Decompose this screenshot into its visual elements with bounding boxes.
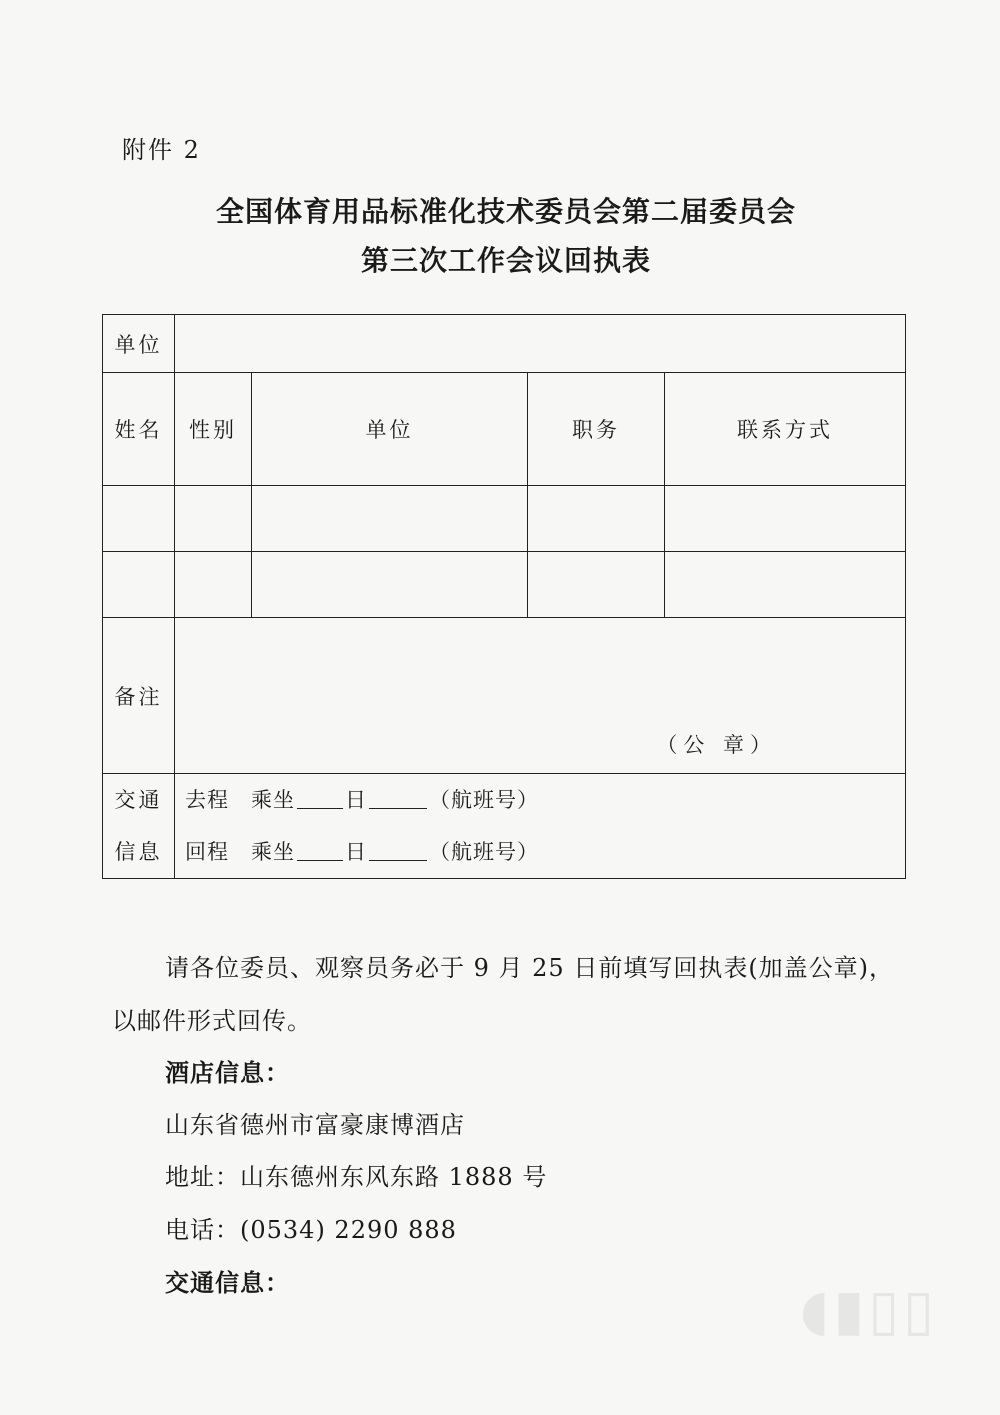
attendee-row	[103, 486, 906, 552]
hotel-heading: 酒店信息：	[165, 1059, 290, 1087]
position-field[interactable]	[528, 486, 665, 552]
transport-label-line-2: 信息	[114, 840, 163, 864]
header-name: 姓名	[103, 373, 175, 486]
return-flight-blank[interactable]	[369, 840, 427, 861]
outbound-label: 去程	[185, 788, 229, 812]
outbound-line	[185, 774, 905, 826]
unit-row	[103, 315, 906, 373]
contact-field[interactable]	[665, 552, 906, 618]
gender-field[interactable]	[175, 486, 252, 552]
return-transport-blank[interactable]	[297, 840, 343, 861]
hotel-name: 山东省德州市富豪康博酒店	[165, 1111, 465, 1139]
note-row	[103, 618, 906, 774]
attendee-row	[103, 552, 906, 618]
transport-row	[103, 774, 906, 879]
header-position: 职务	[528, 373, 665, 486]
unit-label: 单位	[103, 315, 175, 373]
position-field[interactable]	[528, 552, 665, 618]
header-contact: 联系方式	[665, 373, 906, 486]
note-label: 备注	[103, 618, 175, 774]
name-field[interactable]	[103, 486, 175, 552]
transport-label-line-1: 交通	[114, 788, 163, 812]
notice-line-1: 请各位委员、观察员务必于 9 月 25 日前填写回执表(加盖公章)，	[165, 954, 895, 982]
unit-field[interactable]	[175, 315, 906, 373]
transport-content	[175, 774, 906, 879]
outbound-day-label: 日	[345, 788, 367, 812]
header-row	[103, 373, 906, 486]
return-line	[185, 826, 905, 878]
outbound-flight-blank[interactable]	[369, 788, 427, 809]
outbound-ride-label: 乘坐	[251, 788, 295, 812]
title-line-1: 全国体育用品标准化技术委员会第二届委员会	[215, 195, 796, 228]
watermark-logo: ◖▮▯▯	[800, 1278, 938, 1343]
unit-field[interactable]	[252, 552, 528, 618]
outbound-flight-label: （航班号）	[429, 788, 539, 812]
return-flight-label: （航班号）	[429, 840, 539, 864]
return-label: 回程	[185, 840, 229, 864]
notice-line-2: 以邮件形式回传。	[112, 1007, 312, 1035]
transport-label	[103, 774, 175, 879]
gender-field[interactable]	[175, 552, 252, 618]
transport-heading: 交通信息：	[165, 1269, 290, 1297]
unit-field[interactable]	[252, 486, 528, 552]
name-field[interactable]	[103, 552, 175, 618]
title-line-2: 第三次工作会议回执表	[360, 244, 651, 277]
return-ride-label: 乘坐	[251, 840, 295, 864]
header-unit: 单位	[252, 373, 528, 486]
header-gender: 性别	[175, 373, 252, 486]
contact-field[interactable]	[665, 486, 906, 552]
note-field[interactable]	[175, 618, 906, 774]
hotel-address: 地址：山东德州东风东路 1888 号	[165, 1163, 548, 1191]
hotel-phone: 电话：(0534) 2290 888	[165, 1216, 457, 1244]
outbound-transport-blank[interactable]	[297, 788, 343, 809]
reply-form-table	[102, 314, 906, 879]
attachment-label: 附件 2	[122, 136, 201, 164]
return-day-label: 日	[345, 840, 367, 864]
official-seal-text: （公 章）	[656, 733, 777, 757]
